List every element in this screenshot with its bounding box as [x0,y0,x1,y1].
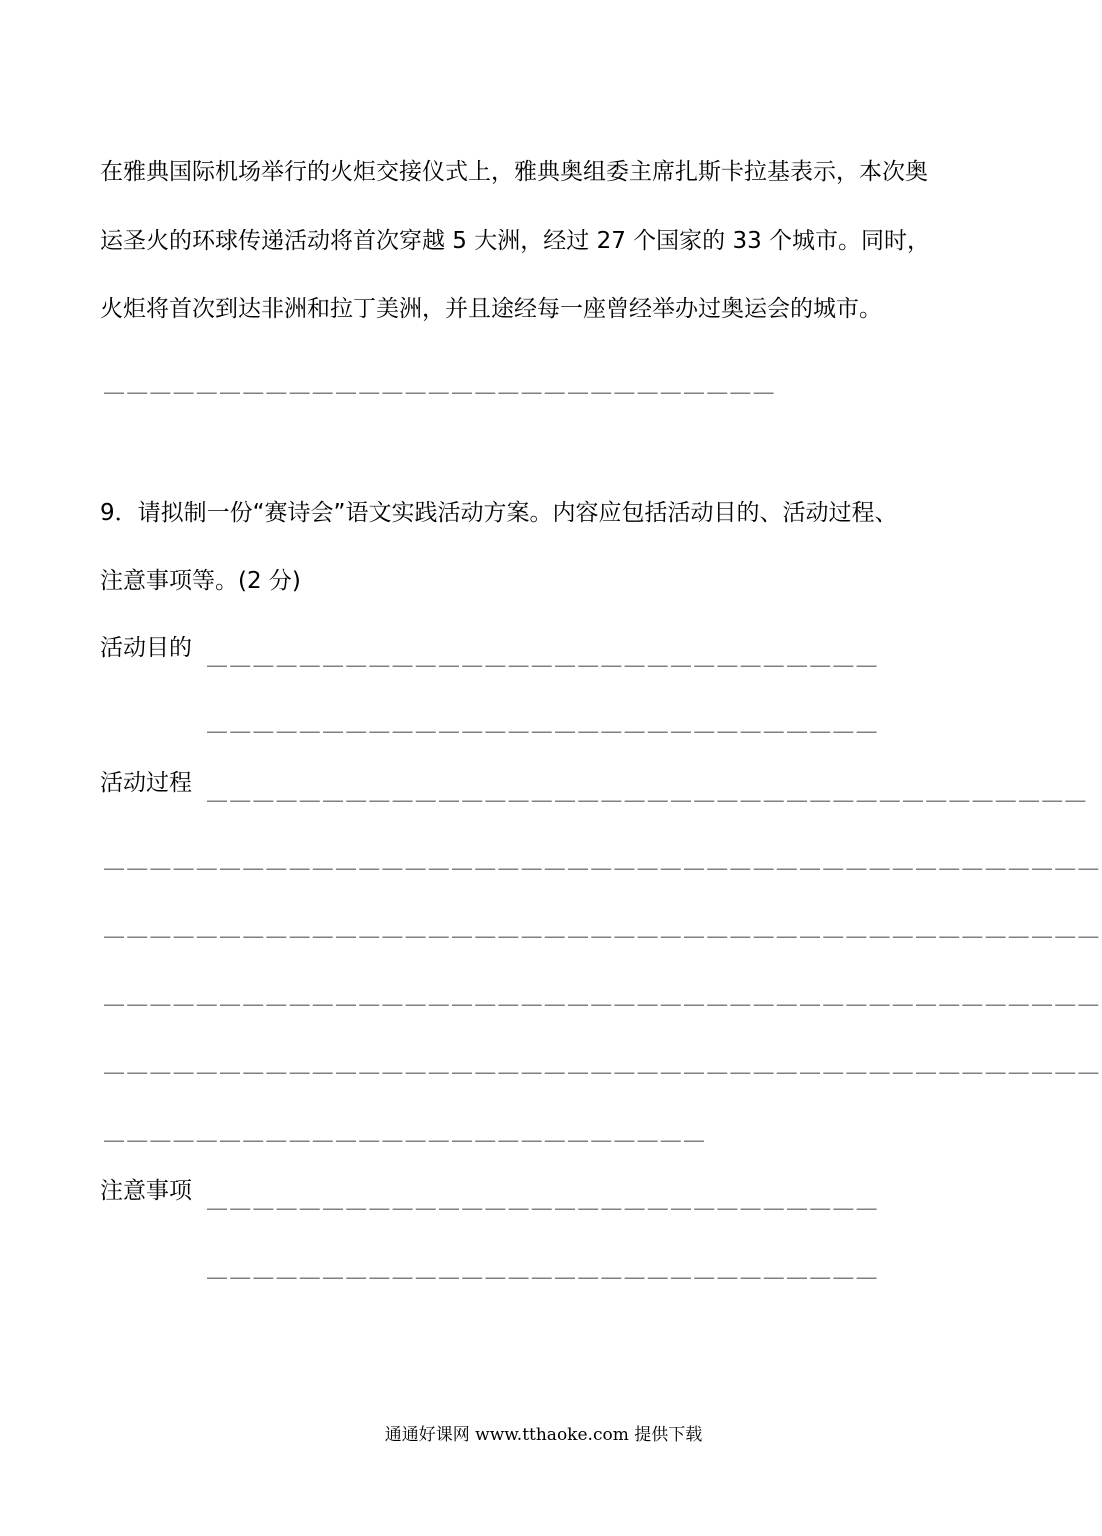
passage-line-2: 运圣火的环球传递活动将首次穿越 5 大洲，经过 27 个国家的 33 个城市。同时， [100,228,931,254]
question-9-line-2: 注意事项等。(2 分) [100,568,301,594]
process-label: 活动过程 [100,770,192,796]
answer-blank: ＿＿＿＿＿＿＿＿＿＿＿＿＿＿＿＿＿＿＿＿＿＿＿＿＿＿＿＿＿ [104,372,777,396]
purpose-blank-1: ＿＿＿＿＿＿＿＿＿＿＿＿＿＿＿＿＿＿＿＿＿＿＿＿＿＿＿＿＿ [207,645,880,669]
passage-line-1: 在雅典国际机场举行的火炬交接仪式上，雅典奥组委主席扎斯卡拉基表示，本次奥 [100,159,928,185]
notes-blank-2: ＿＿＿＿＿＿＿＿＿＿＿＿＿＿＿＿＿＿＿＿＿＿＿＿＿＿＿＿＿ [207,1257,880,1281]
question-9-line-1: 9．请拟制一份“赛诗会”语文实践活动方案。内容应包括活动目的、活动过程、 [100,500,898,526]
process-blank-3: ＿＿＿＿＿＿＿＿＿＿＿＿＿＿＿＿＿＿＿＿＿＿＿＿＿＿＿＿＿＿＿＿＿＿＿＿＿＿＿＿＿＿＿ [104,916,1102,940]
process-blank-1: ＿＿＿＿＿＿＿＿＿＿＿＿＿＿＿＿＿＿＿＿＿＿＿＿＿＿＿＿＿＿＿＿＿＿＿＿＿＿ [207,780,1089,804]
process-blank-5: ＿＿＿＿＿＿＿＿＿＿＿＿＿＿＿＿＿＿＿＿＿＿＿＿＿＿＿＿＿＿＿＿＿＿＿＿＿＿＿＿＿＿＿ [104,1052,1102,1076]
purpose-label: 活动目的 [100,635,192,661]
process-blank-6: ＿＿＿＿＿＿＿＿＿＿＿＿＿＿＿＿＿＿＿＿＿＿＿＿＿＿ [104,1120,708,1144]
notes-label: 注意事项 [100,1178,192,1204]
notes-blank-1: ＿＿＿＿＿＿＿＿＿＿＿＿＿＿＿＿＿＿＿＿＿＿＿＿＿＿＿＿＿ [207,1188,880,1212]
page-footer: 通通好课网 www.tthaoke.com 提供下载 [384,1425,703,1445]
process-blank-4: ＿＿＿＿＿＿＿＿＿＿＿＿＿＿＿＿＿＿＿＿＿＿＿＿＿＿＿＿＿＿＿＿＿＿＿＿＿＿＿＿＿＿＿ [104,984,1102,1008]
process-blank-2: ＿＿＿＿＿＿＿＿＿＿＿＿＿＿＿＿＿＿＿＿＿＿＿＿＿＿＿＿＿＿＿＿＿＿＿＿＿＿＿＿＿＿＿ [104,848,1102,872]
passage-line-3: 火炬将首次到达非洲和拉丁美洲，并且途经每一座曾经举办过奥运会的城市。 [100,296,882,322]
purpose-blank-2: ＿＿＿＿＿＿＿＿＿＿＿＿＿＿＿＿＿＿＿＿＿＿＿＿＿＿＿＿＿ [207,711,880,735]
